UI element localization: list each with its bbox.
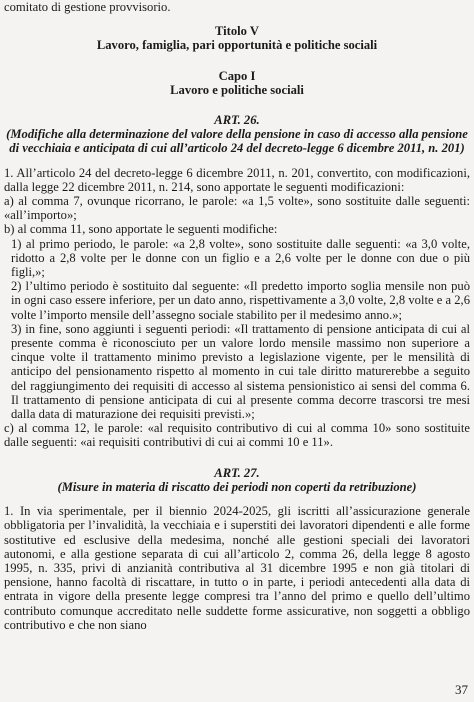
article-26-item-a: a) al comma 7, ovunque ricorrano, le parole: «a 1,5 volte», sono sostituite dalle seguenti: «all’importo»; [4,194,470,223]
article-27-heading: (Misure in materia di riscatto dei periodi non coperti da retribuzione) [57,479,417,494]
title-number: Titolo V [215,24,259,39]
text-column [4,0,470,632]
chapter-number: Capo I [218,68,256,83]
previous-text-tail: comitato di gestione provvisorio. [4,0,171,14]
article-26-paragraph-1: 1. All’articolo 24 del decreto-legge 6 dicembre 2011, n. 201, convertito, con modificazioni, dalla legge 22 dicembre 2011, n. 214, sono apportate le seguenti modificazioni: [4,165,470,194]
article-26-subitem-2: 2) l’ultimo periodo è sostituito dal seguente: «Il predetto importo soglia mensile non può in ogni caso essere inferiore, per un dato anno, rispettivamente a 3,0 volte, 2,8 volte e a 2,6 volte l’importo mensile dell’assegno sociale stabilito per il medesimo anno.»; [11,279,470,322]
title-name: Lavoro, famiglia, pari opportunità e politiche sociali [96,38,378,53]
article-26-subitem-1: 1) al primo periodo, le parole: «a 2,8 volte», sono sostituite dalle seguenti: «a 3,0 volte, ridotto a 2,8 volte per le donne con un figlio e a 2,6 volte per le donne con due o più figli,»; [11,236,470,280]
article-26-item-b: b) al comma 11, sono apportate le seguenti modifiche: [4,222,278,237]
article-27-paragraph-1: 1. In via sperimentale, per il biennio 2024-2025, gli iscritti all’assicurazione generale obbligatoria per l’invalidità, la vecchiaia e i superstiti dei lavoratori dipendenti e alle forme sostitutive ed esclusive della medesima, nonché alle gestioni speciali dei lavoratori autonomi, e alla gestione separata di cui all’articolo 2, comma 26, della legge 8 agosto 1995, n. 335, privi di anzianità contributiva al 31 dicembre 1995 e non già titolari di pensione, hanno facoltà di riscattare, in tutto o in parte, i periodi antecedenti alla data di entrata in vigore della presente legge compresi tra l’anno del primo e quello dell’ultimo contributo comunque accreditato nelle suddette forme assicurative, non soggetti a obbligo contributivo e che non siano [4,504,470,632]
article-27-number: ART. 27. [214,465,260,480]
article-26-subitem-3: 3) in fine, sono aggiunti i seguenti periodi: «Il trattamento di pensione anticipata di cui al presente comma è riconosciuto per un valore lordo mensile massimo non superiore a cinque volte il trattamento minimo previsto a legislazione vigente, per le mensilità di anticipo del pensionamento rispetto al momento in cui tale diritto maturerebbe a seguito del raggiungimento dei requisiti di accesso al sistema pensionistico ai sensi del comma 6. Il trattamento di pensione anticipata di cui al presente comma decorre trascorsi tre mesi dalla data di maturazione dei requisiti previsti.»; [11,321,470,422]
page-number: 37 [455,682,468,697]
article-26-number: ART. 26. [214,113,260,128]
article-26-item-c: c) al comma 12, le parole: «al requisito contributivo di cui al comma 10» sono sostituite dalle seguenti: «ai requisiti contributivi di cui ai commi 10 e 11». [4,421,470,450]
chapter-name: Lavoro e politiche sociali [170,82,304,97]
article-26-heading: (Modifiche alla determinazione del valore della pensione in caso di accesso alla pensione di vecchiaia e anticipata di cui all’articolo 24 del decreto-legge 6 dicembre 2011, n. 201) [6,127,468,156]
